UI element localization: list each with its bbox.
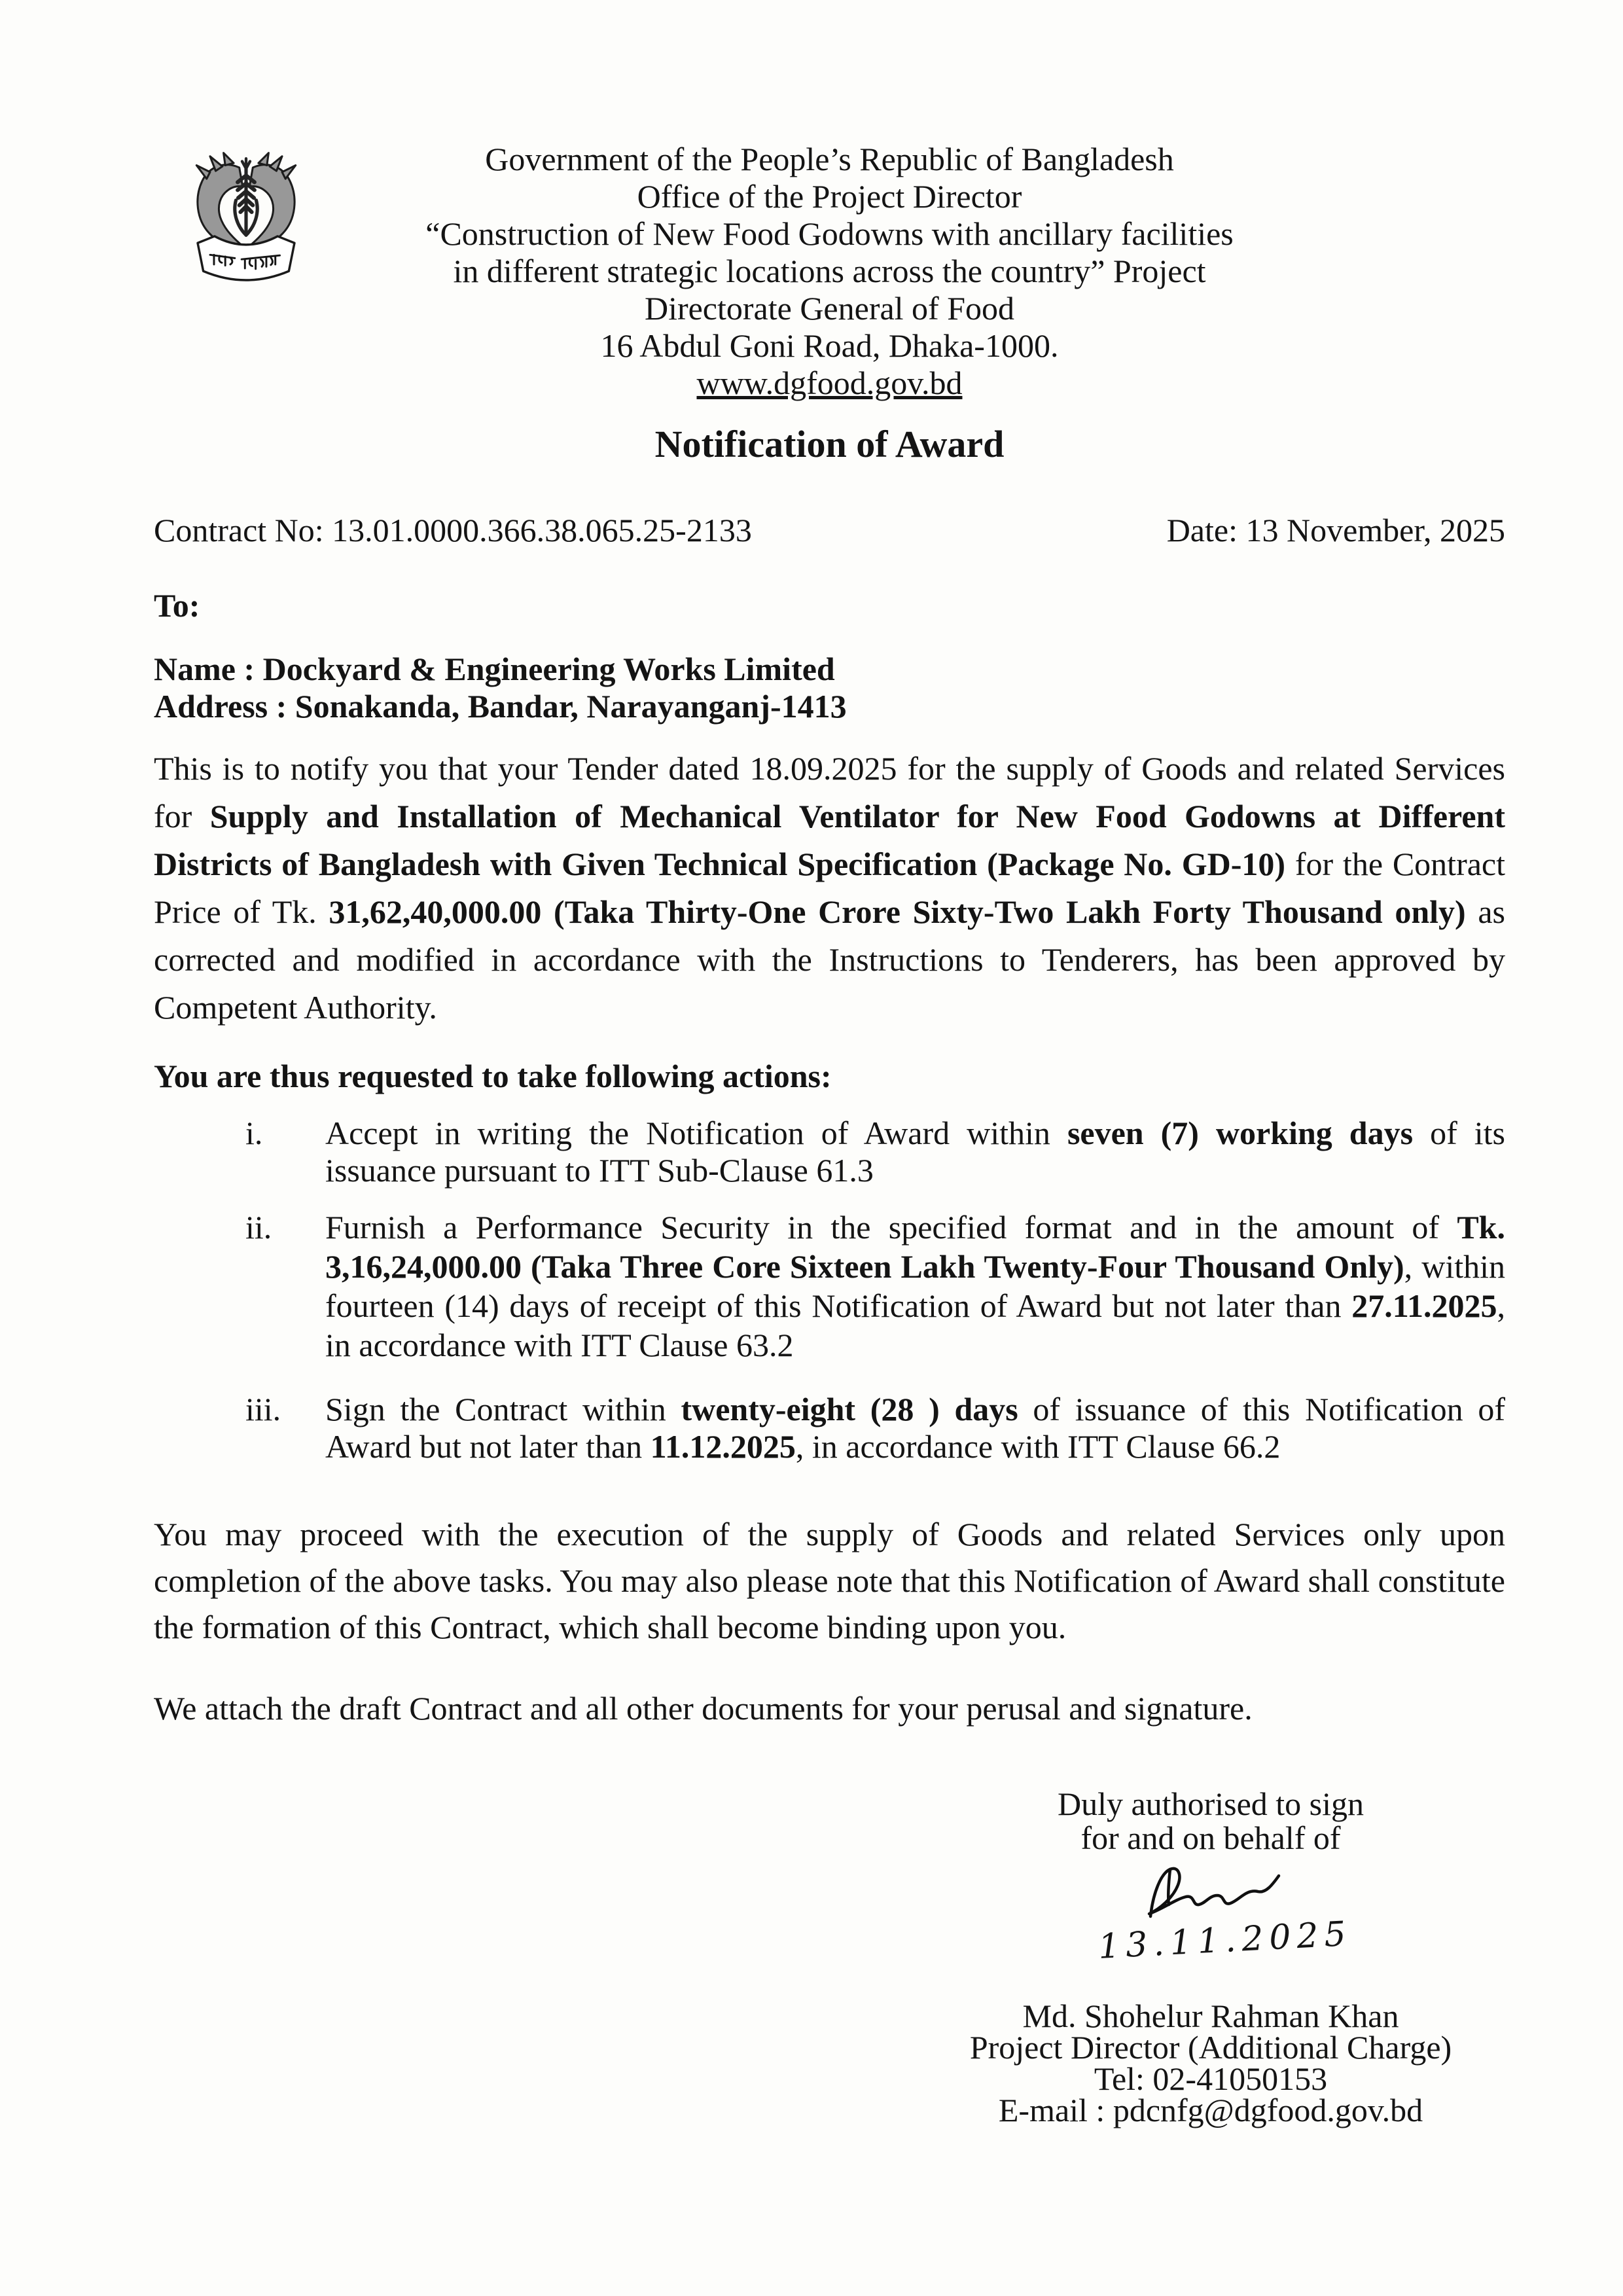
notify-paragraph: This is to notify you that your Tender dated 18.09.2025 for the supply of Goods and related Services for Supply and Installation of Mechanical Ventilator for New Food Godowns at Different Districts of Bangladesh with Given Technical Specification (Package No. GD-10) for the Contract Price of Tk. 31,62,40,000.00 (Taka Thirty-One Crore Sixty-Two Lakh Forty Thousand only) as corrected and modified in accordance with the Instructions to Tenderers, has been approved by Competent Authority. bbox=[154, 750, 1505, 1026]
authorised-line-1: Duly authorised to sign bbox=[1057, 1785, 1364, 1822]
header-line-office: Office of the Project Director bbox=[637, 178, 1022, 215]
letter-content bbox=[154, 141, 1505, 2126]
attach-paragraph: We attach the draft Contract and all other documents for your perusal and signature. bbox=[154, 1690, 1253, 1727]
action-marker-1: i. bbox=[245, 1115, 263, 1151]
action-item-2 bbox=[154, 1208, 1505, 1365]
action-marker-2: ii. bbox=[245, 1209, 272, 1246]
action-text-2: Furnish a Performance Security in the specified format and in the amount of Tk. 3,16,24,000.00 (Taka Three Core Sixteen Lakh Twenty-Four Thousand Only), within fourteen (14) days of receipt of this Notification of Award but not later than 27.11.2025, in accordance with ITT Clause 63.2 bbox=[325, 1209, 1505, 1363]
action-text-3: Sign the Contract within twenty-eight (28 ) days of issuance of this Notification of Award but not later than 11.12.2025, in accordance with ITT Clause 66.2 bbox=[325, 1391, 1506, 1465]
header-line-project-2: in different strategic locations across the country” Project bbox=[453, 253, 1206, 289]
recipient-address: Address : Sonakanda, Bandar, Narayanganj-1413 bbox=[154, 688, 847, 725]
letter-date: Date: 13 November, 2025 bbox=[1166, 512, 1505, 548]
dgfood-emblem-logo bbox=[190, 149, 302, 291]
header-line-address: 16 Abdul Goni Road, Dhaka-1000. bbox=[600, 327, 1059, 364]
action-item-1 bbox=[154, 1115, 1505, 1189]
signature-scribble bbox=[1113, 1859, 1309, 1924]
website-link: www.dgfood.gov.bd bbox=[696, 365, 963, 401]
page-title: Notification of Award bbox=[654, 423, 1005, 465]
letterhead bbox=[154, 141, 1505, 402]
signature-area bbox=[955, 1859, 1466, 1990]
action-item-3 bbox=[154, 1391, 1505, 1465]
signature-block bbox=[955, 1787, 1466, 2126]
header-line-government: Government of the People’s Republic of Bangladesh bbox=[485, 141, 1174, 177]
to-label: To: bbox=[154, 587, 200, 624]
actions-heading: You are thus requested to take following actions: bbox=[154, 1058, 832, 1094]
signatory-email: E-mail : pdcnfg@dgfood.gov.bd bbox=[998, 2092, 1423, 2128]
header-line-directorate: Directorate General of Food bbox=[644, 290, 1015, 327]
meta-row bbox=[154, 512, 1505, 549]
signatory-lines bbox=[955, 2000, 1466, 2126]
recipient-name: Name : Dockyard & Engineering Works Limited bbox=[154, 651, 835, 687]
action-text-1: Accept in writing the Notification of Award within seven (7) working days of its issuance pursuant to ITT Sub-Clause 61.3 bbox=[325, 1115, 1505, 1189]
handwritten-date: 13.11.2025 bbox=[1097, 1914, 1353, 1967]
action-marker-3: iii. bbox=[245, 1391, 281, 1427]
signatory-designation: Project Director (Additional Charge) bbox=[969, 2029, 1452, 2066]
signatory-tel: Tel: 02-41050153 bbox=[1094, 2060, 1328, 2097]
recipient-block bbox=[154, 651, 1505, 725]
header-line-project-1: “Construction of New Food Godowns with ancillary facilities bbox=[425, 215, 1234, 252]
signatory-name: Md. Shohelur Rahman Khan bbox=[1022, 1998, 1399, 2034]
authorised-line-2: for and on behalf of bbox=[1080, 1820, 1341, 1856]
contract-number: Contract No: 13.01.0000.366.38.065.25-2133 bbox=[154, 512, 752, 548]
proceed-paragraph: You may proceed with the execution of the supply of Goods and related Services only upon completion of the above tasks. You may also please note that this Notification of Award shall constitute the formation of this Contract, which shall become binding upon you. bbox=[154, 1516, 1505, 1645]
